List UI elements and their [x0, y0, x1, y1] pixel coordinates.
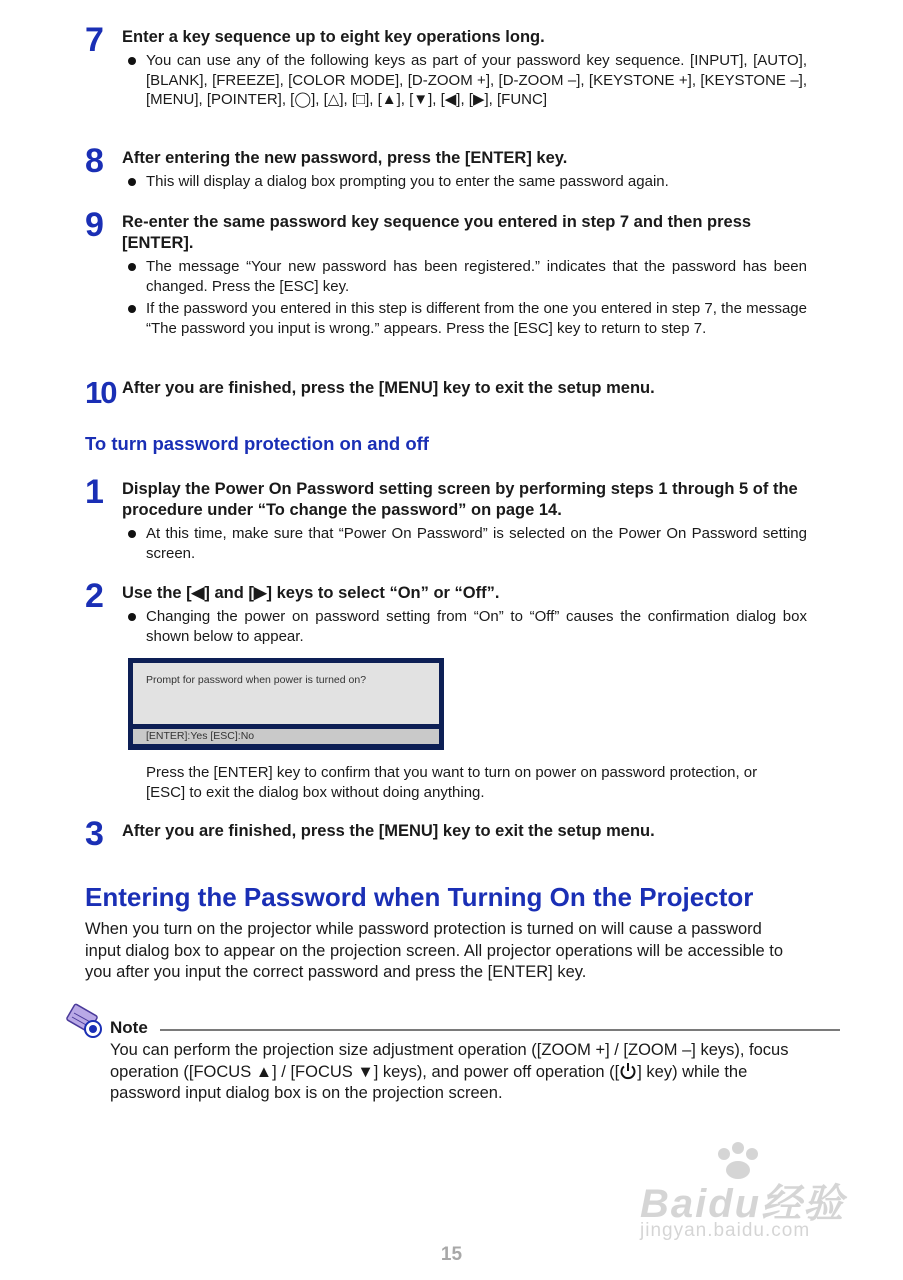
- bullet-list: [122, 524, 807, 563]
- step-1: [85, 473, 807, 566]
- bullet-item: At this time, make sure that “Power On Password” is selected on the Power On Password setting screen.: [122, 524, 807, 563]
- bullet-item: Changing the power on password setting from “On” to “Off” causes the confirmation dialog box shown below to appear.: [122, 607, 807, 646]
- note-icon: [66, 1003, 106, 1039]
- note-text-after: ] key) while the password input dialog box is on the projection screen.: [110, 1062, 748, 1102]
- step-number: 7: [85, 21, 103, 59]
- step-heading: Display the Power On Password setting screen by performing steps 1 through 5 of the procedure under “To change the password” on page 14.: [122, 480, 798, 519]
- step-8: [85, 142, 807, 195]
- bullet-item: This will display a dialog box prompting you to enter the same password again.: [122, 172, 807, 192]
- bullet-item: The message “Your new password has been registered.” indicates that the password has been changed. Press the [ESC] key.: [122, 257, 807, 296]
- dialog-prompt: Prompt for password when power is turned on?: [146, 674, 367, 686]
- step-number: 8: [85, 142, 103, 180]
- section-title: Entering the Password when Turning On the Projector: [85, 882, 754, 912]
- dialog-footer: [133, 729, 439, 744]
- bullet-list: [122, 607, 807, 646]
- step-number: 10: [85, 375, 116, 410]
- step-2: [85, 577, 807, 649]
- note-divider: [160, 1029, 840, 1031]
- step-number: 3: [85, 815, 103, 853]
- step-7: [85, 21, 807, 113]
- bullet-item: You can use any of the following keys as part of your password key sequence. [INPUT], [AUTO], [BLANK], [FREEZE], [COLOR MODE], [D-ZOOM +], [D-ZOOM –], [KEYSTONE +], [KEYSTONE –], [MENU], [POINTER], [◯], [△], [□], [▲], [▼], [◀], [▶], [FUNC]: [122, 51, 807, 110]
- page-number: 15: [440, 1244, 463, 1265]
- step-number: 9: [85, 206, 103, 244]
- power-icon: [619, 1062, 637, 1080]
- section-intro: When you turn on the projector while password protection is turned on will cause a password input dialog box to appear on the projection screen. All projector operations will be accessible to you after you input the correct password and press the [ENTER] key.: [85, 920, 784, 981]
- step-heading: After entering the new password, press the [ENTER] key.: [122, 149, 568, 167]
- step-number: 1: [85, 473, 103, 511]
- step-heading: After you are finished, press the [MENU] key to exit the setup menu.: [122, 822, 655, 840]
- bullet-list: [122, 172, 807, 192]
- bullet-list: [122, 257, 807, 338]
- step-heading: Re-enter the same password key sequence you entered in step 7 and then press [ENTER].: [122, 213, 752, 252]
- bullet-item: If the password you entered in this step is different from the one you entered in step 7, the message “The password you input is wrong.” appears. Press the [ESC] key to return to step 7.: [122, 299, 807, 338]
- step-number: 2: [85, 577, 103, 615]
- step-3: [85, 815, 807, 853]
- watermark-url: jingyan.baidu.com: [640, 1220, 811, 1241]
- step-9: [85, 206, 807, 341]
- dialog-footer-text: [ENTER]:Yes [ESC]:No: [146, 730, 255, 742]
- step-heading: After you are finished, press the [MENU] key to exit the setup menu.: [122, 379, 655, 397]
- watermark-brand: Baidu经验: [640, 1182, 846, 1226]
- baidu-watermark: [640, 1140, 860, 1250]
- step-heading: Use the [◀] and [▶] keys to select “On” or “Off”.: [122, 584, 500, 602]
- bullet-list: [122, 51, 807, 110]
- note-text: [110, 1040, 802, 1105]
- confirmation-dialog-image: [128, 658, 444, 750]
- dialog-message-area: [133, 663, 439, 724]
- step-10: [85, 375, 807, 410]
- note-text-before: You can perform the projection size adjustment operation ([ZOOM +] / [ZOOM –] keys), focus operation ([FOCUS ▲] / [FOCUS ▼] keys), and power off operation ([: [110, 1041, 789, 1081]
- step-heading: Enter a key sequence up to eight key operations long.: [122, 28, 545, 46]
- note-label: Note: [110, 1018, 148, 1037]
- subsection-title: To turn password protection on and off: [85, 433, 429, 454]
- dialog-caption: Press the [ENTER] key to confirm that you want to turn on power on password protection, or [ESC] to exit the dialog box without doing anything.: [146, 764, 758, 801]
